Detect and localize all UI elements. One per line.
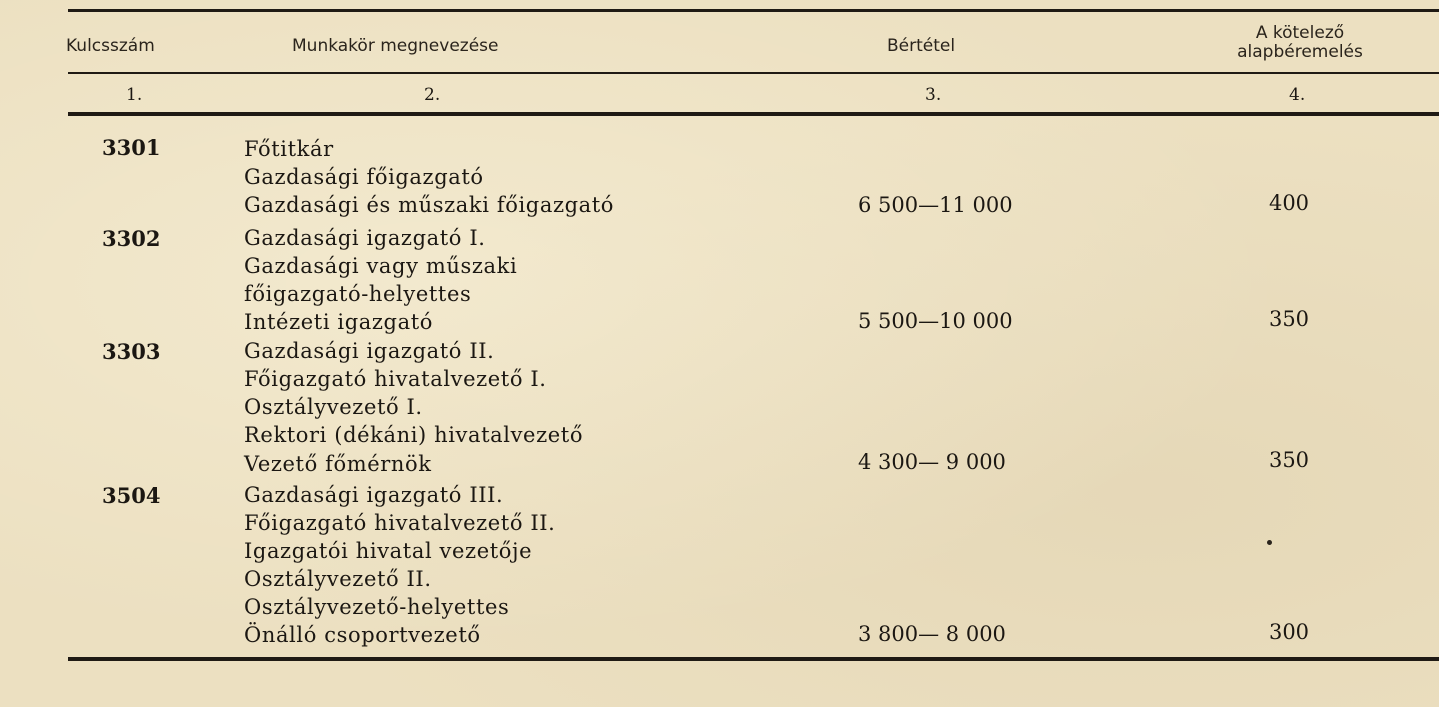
header-rate: Bértétel [887,36,956,56]
header-code: Kulcsszám [66,36,155,56]
rate-range: 6 500—11 000 [858,193,1013,217]
rate-range: 4 300— 9 000 [858,450,1006,474]
job-title: Gazdasági főigazgató [244,165,484,189]
rate-range: 5 500—10 000 [858,309,1013,333]
job-title: Gazdasági igazgató II. [244,339,495,363]
job-title: Gazdasági vagy műszaki [244,254,518,278]
group-code-3504: 3504 [102,483,161,508]
rate-range: 3 800— 8 000 [858,622,1006,646]
raise-amount: 300 [1268,620,1310,644]
header-raise [1210,24,1390,62]
job-title: Főtitkár [244,137,334,161]
header-raise-line1: A kötelező [1255,23,1345,43]
job-title: Gazdasági és műszaki főigazgató [244,193,615,217]
job-title: Önálló csoportvezető [244,623,481,647]
header-job: Munkakör megnevezése [292,36,499,56]
ink-dot [1267,540,1272,545]
column-number-3: 3. [925,85,942,105]
column-number-2: 2. [424,85,441,105]
job-title: Vezető főmérnök [244,452,432,476]
group-code-3303: 3303 [102,339,161,364]
job-title: Főigazgató hivatalvezető II. [244,511,556,535]
header-rule [68,72,1439,74]
group-code-3302: 3302 [102,226,161,251]
job-title: Osztályvezető I. [244,395,423,419]
job-title: Gazdasági igazgató I. [244,226,486,250]
top-rule [68,9,1439,12]
group-code-3301: 3301 [102,135,161,160]
job-title: Osztályvezető II. [244,567,432,591]
job-title: főigazgató-helyettes [244,282,472,306]
job-title: Intézeti igazgató [244,310,433,334]
job-title: Igazgatói hivatal vezetője [244,539,533,563]
raise-amount: 400 [1268,191,1310,215]
raise-amount: 350 [1268,448,1310,472]
job-title: Főigazgató hivatalvezető I. [244,367,547,391]
bottom-rule [68,657,1439,661]
column-number-1: 1. [126,85,143,105]
job-title: Gazdasági igazgató III. [244,483,504,507]
header-raise-line2: alapbéremelés [1237,42,1363,62]
column-number-rule [68,112,1439,116]
column-number-4: 4. [1289,85,1306,105]
raise-amount: 350 [1268,307,1310,331]
job-title: Rektori (dékáni) hivatalvezető [244,423,584,447]
job-title: Osztályvezető-helyettes [244,595,510,619]
